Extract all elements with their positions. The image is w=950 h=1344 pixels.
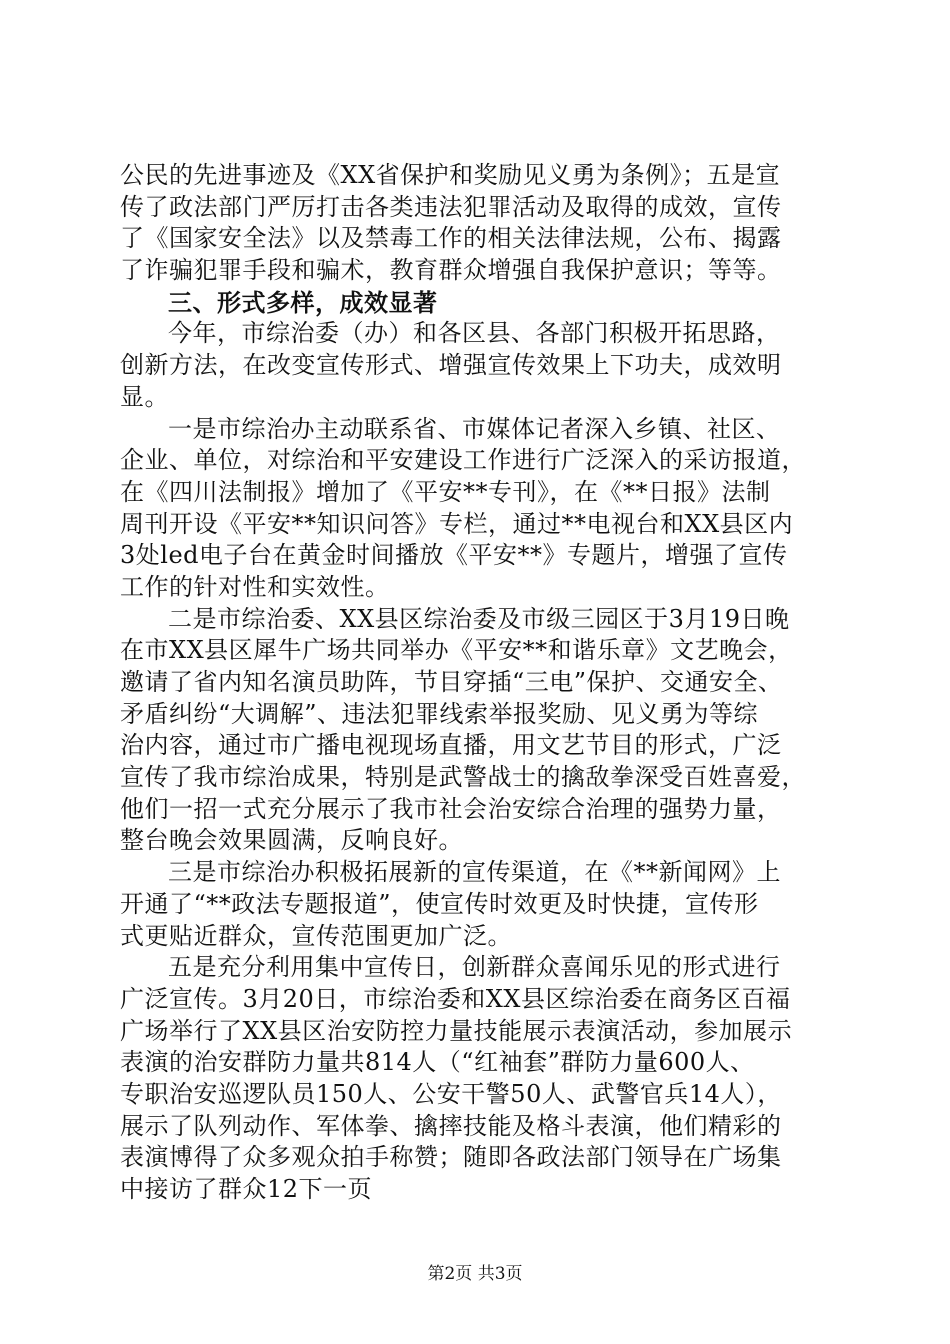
text-line: 显。 (120, 382, 169, 411)
text-line: 在市XX县区犀牛广场共同举办《平安**和谐乐章》文艺晚会， (120, 636, 793, 665)
document-body (120, 160, 840, 1206)
text-line: 周刊开设《平安**知识问答》专栏，通过**电视台和XX县区内 (120, 509, 794, 538)
text-line: 广场举行了XX县区治安防控力量技能展示表演活动，参加展示 (120, 1016, 793, 1045)
section-heading: 三、形式多样，成效显著 (168, 287, 438, 317)
text-line: 三是市综治办积极拓展新的宣传渠道，在《**新闻网》上 (168, 858, 781, 887)
text-line: 治内容，通过市广播电视现场直播，用文艺节目的形式，广泛 (120, 731, 782, 760)
text-line: 五是充分利用集中宣传日，创新群众喜闻乐见的形式进行 (168, 953, 781, 982)
text-line: 了诈骗犯罪手段和骗术，教育群众增强自我保护意识；等等。 (120, 256, 782, 285)
text-line: 今年，市综治委（办）和各区县、各部门积极开拓思路， (168, 319, 781, 348)
text-line: 整台晚会效果圆满，反响良好。 (120, 826, 463, 855)
text-line: 表演博得了众多观众拍手称赞；随即各政法部门领导在广场集 (120, 1143, 782, 1172)
text-line: 3处led电子台在黄金时间播放《平安**》专题片，增强了宣传 (120, 541, 788, 570)
text-line: 邀请了省内知名演员助阵，节目穿插“三电”保护、交通安全、 (120, 668, 783, 696)
text-line: 表演的治安群防力量共814人（“红袖套”群防力量600人、 (120, 1048, 755, 1077)
text-line: 创新方法，在改变宣传形式、增强宣传效果上下功夫，成效明 (120, 351, 782, 380)
text-line: 在《四川法制报》增加了《平安**专刊》，在《**日报》法制 (120, 477, 771, 506)
text-line: 展示了队列动作、军体拳、擒摔技能及格斗表演，他们精彩的 (120, 1111, 782, 1140)
text-line: 宣传了我市综治成果，特别是武警战士的擒敌拳深受百姓喜爱， (120, 763, 806, 792)
text-line: 矛盾纠纷“大调解”、违法犯罪线索举报奖励、见义勇为等综 (120, 699, 759, 728)
text-line: 工作的针对性和实效性。 (120, 572, 390, 601)
text-line: 广泛宣传。3月20日，市综治委和XX县区综治委在商务区百福 (120, 984, 791, 1013)
text-line: 公民的先进事迹及《XX省保护和奖励见义勇为条例》；五是宣 (120, 161, 781, 189)
text-line: 式更贴近群众，宣传范围更加广泛。 (120, 921, 512, 950)
text-line: 企业、单位，对综治和平安建设工作进行广泛深入的采访报道， (120, 446, 806, 475)
text-line: 专职治安巡逻队员150人、公安干警50人、武警官兵14人）， (120, 1079, 782, 1108)
page-footer: 第2页 共3页 (427, 1264, 523, 1284)
text-line: 传了政法部门严厉打击各类违法犯罪活动及取得的成效，宣传 (120, 192, 782, 221)
text-line: 中接访了群众12下一页 (120, 1175, 373, 1203)
text-line: 他们一招一式充分展示了我市社会治安综合治理的强势力量， (120, 794, 782, 823)
text-line: 二是市综治委、XX县区综治委及市级三园区于3月19日晚 (168, 604, 790, 633)
text-line: 开通了“**政法专题报道”，使宣传时效更及时快捷，宣传形 (120, 889, 759, 918)
text-line: 一是市综治办主动联系省、市媒体记者深入乡镇、社区、 (168, 414, 781, 443)
text-line: 了《国家安全法》以及禁毒工作的相关法律法规，公布、揭露 (120, 224, 782, 253)
